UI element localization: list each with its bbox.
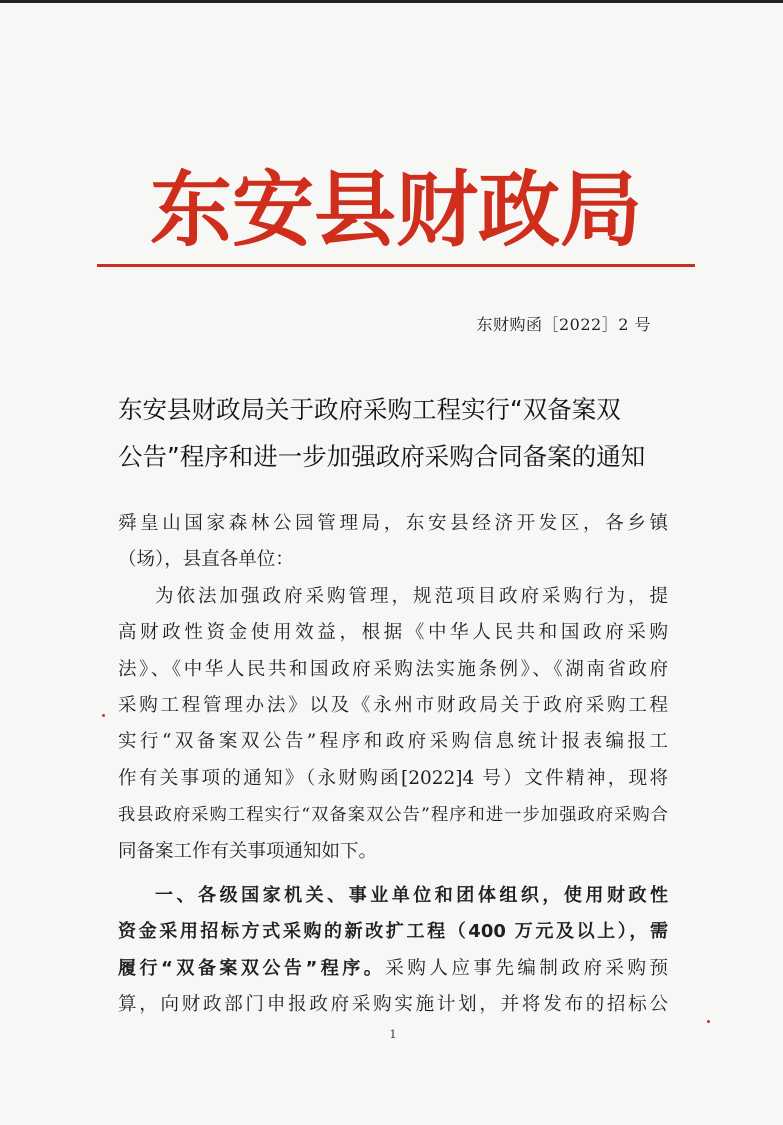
addressee-line: 舜皇山国家森林公园管理局，东安县经济开发区，各乡镇 [118, 513, 668, 534]
scan-speck [102, 714, 105, 717]
masthead-org-name: 东安县财政局 [149, 162, 642, 258]
section-heading-line: 资金采用招标方式采购的新改扩工程（400 万元及以上），需 [118, 921, 668, 943]
document-body [118, 506, 668, 1023]
title-line: 东安县财政局关于政府采购工程实行“双备案双 [118, 395, 621, 424]
scan-edge [0, 0, 783, 3]
paragraph-line: 实行“双备案双公告”程序和政府采购信息统计报表编报工 [118, 731, 668, 753]
addressee-line: （场），县直各单位： [118, 549, 294, 571]
document-number: 东财购函［2022］2 号 [476, 315, 651, 334]
paragraph-line: 为依法加强政府采购管理，规范项目政府采购行为，提 [155, 585, 668, 607]
section-heading-line: 一、各级国家机关、事业单位和团体组织，使用财政性 [155, 884, 668, 906]
section-mixed-line [118, 951, 668, 987]
paragraph-line: 作有关事项的通知》（永财购函[2022]4 号）文件精神，现将 [118, 767, 668, 789]
scan-speck [707, 1020, 710, 1023]
masthead-red-rule [97, 264, 695, 267]
paragraph-line: 我县政府采购工程实行“双备案双公告”程序和进一步加强政府采购合 [118, 805, 668, 826]
title-line: 公告”程序和进一步加强政府采购合同备案的通知 [118, 442, 646, 471]
paragraph-line: 同备案工作有关事项通知如下。 [118, 840, 378, 862]
document-title [118, 386, 678, 480]
section-line: 算，向财政部门申报政府采购实施计划，并将发布的招标公 [118, 994, 668, 1016]
section-line-rest: 采购人应事先编制政府采购预 [385, 957, 668, 979]
section-bold-lead: 履行“双备案双公告”程序。 [118, 957, 386, 979]
paragraph-line: 法》、《中华人民共和国政府采购法实施条例》、《湖南省政府 [118, 658, 668, 680]
paragraph-line: 采购工程管理办法》以及《永州市财政局关于政府采购工程 [118, 694, 668, 716]
paragraph-line: 高财政性资金使用效益，根据《中华人民共和国政府采购 [118, 622, 668, 644]
page-number: 1 [389, 1028, 397, 1041]
